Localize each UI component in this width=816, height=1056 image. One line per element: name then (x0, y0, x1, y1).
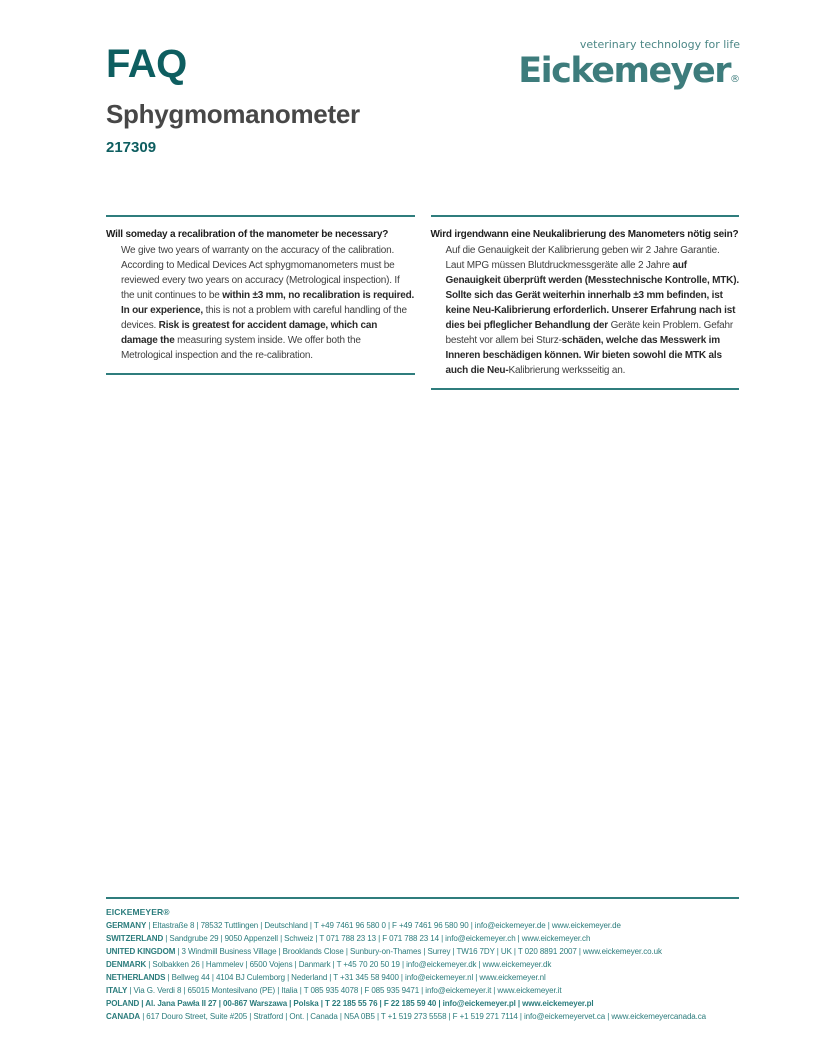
footer-row-switzerland (106, 932, 739, 945)
faq-columns (106, 215, 739, 390)
doc-type-title: FAQ (106, 42, 187, 86)
text-run-bold: Risk is greatest for accident damage, which can damage the (121, 320, 378, 346)
country-details: | 3 Windmill Business Village | Brooklands Close | Sunbury-on-Thames | Surrey | TW16 7DY | UK | T 020 8891 2007 | www.eickemeyer.co.uk (175, 947, 662, 956)
text-run: Auf die Genauigkeit der Kalibrierung geben wir 2 Jahre Garantie. Laut MPG müssen Blutdruckmessgeräte alle 2 Jahre (445, 245, 720, 271)
text-run-bold: within ±3 mm, no recalibration is required. In our experience, (121, 290, 415, 316)
contact-footer (106, 897, 739, 1023)
country-details: | Via G. Verdi 8 | 65015 Montesilvano (PE) | Italia | T 085 935 4078 | F 085 935 9471 | info@eickemeyer.it | www.eickemeyer.it (127, 986, 562, 995)
footer-row-germany (106, 919, 739, 932)
logo-tagline: veterinary technology for life (579, 38, 740, 51)
text-run: measuring system inside. We offer both the Metrological inspection and the re-calibration. (121, 335, 361, 361)
footer-row-poland (106, 997, 739, 1010)
column-divider-rule (106, 373, 415, 375)
text-run: Kalibrierung werksseitig an. (508, 365, 626, 376)
country-details: | Eltastraße 8 | 78532 Tuttlingen | Deutschland | T +49 7461 96 580 0 | F +49 7461 96 580 90 | info@eickemeyer.de | www.eickemeyer.de (146, 921, 621, 930)
country-label: GERMANY (106, 921, 147, 930)
country-label: UNITED KINGDOM (106, 947, 176, 956)
text-run-bold: schäden, welche das Messwerk im Inneren beschädigen können. Wir bieten sowohl die MTK als auch die Neu- (445, 335, 722, 376)
registered-mark-icon: ® (730, 74, 740, 85)
faq-question-de: Wird irgendwann eine Neukalibrierung des Manometers nötig sein? (430, 229, 739, 240)
brand-logo (518, 38, 740, 91)
footer-row-netherlands (106, 971, 739, 984)
footer-row-united-kingdom (106, 945, 739, 958)
product-title: Sphygmomanometer (106, 99, 360, 129)
title-block (106, 42, 360, 156)
logo-brand-text: Eickemeyer (518, 51, 730, 91)
column-german (431, 215, 740, 390)
country-details: | Sandgrube 29 | 9050 Appenzell | Schweiz | T 071 788 23 13 | F 071 788 23 14 | info@eickemeyer.ch | www.eickemeyer.ch (163, 934, 591, 943)
country-label: NETHERLANDS (106, 973, 166, 982)
text-run: We give two years of warranty on the accuracy of the calibration. According to Medical Devices Act sphygmomanometers must be reviewed every two years on accuracy (Metrological inspection). If the unit continues to be (121, 245, 400, 301)
country-label: ITALY (106, 986, 128, 995)
country-details: | Solbakken 26 | Hammelev | 6500 Vojens | Danmark | T +45 70 20 50 19 | info@eickemeyer.dk | www.eickemeyer.dk (146, 960, 552, 969)
country-label: POLAND (106, 999, 140, 1008)
logo-wordmark (518, 51, 740, 91)
faq-answer-de (431, 243, 740, 378)
text-run: this is not a problem with careful handling of the devices. (121, 305, 407, 331)
column-english (106, 215, 415, 390)
country-label: SWITZERLAND (106, 934, 164, 943)
faq-answer-en (106, 243, 415, 363)
footer-brand: EICKEMEYER® (106, 907, 170, 917)
country-details: | Al. Jana Pawła II 27 | 00-867 Warszawa | Polska | T 22 185 55 76 | F 22 185 59 40 | info@eickemeyer.pl | www.eickemeyer.pl (139, 999, 594, 1008)
footer-row-italy (106, 984, 739, 997)
text-run: Geräte kein Problem. Gefahr besteht vor allem bei Sturz- (445, 320, 733, 346)
footer-row-denmark (106, 958, 739, 971)
country-details: | 617 Douro Street, Suite #205 | Stratford | Ont. | Canada | N5A 0B5 | T +1 519 273 5558 | F +1 519 271 7114 | info@eickemeyervet.ca | www.eickemeyercanada.ca (140, 1012, 707, 1021)
product-number: 217309 (106, 139, 157, 156)
country-label: CANADA (106, 1012, 141, 1021)
column-divider-rule (431, 388, 740, 390)
country-details: | Bellweg 44 | 4104 BJ Culemborg | Nederland | T +31 345 58 9400 | info@eickemeyer.nl | www.eickemeyer.nl (165, 973, 546, 982)
footer-row-canada (106, 1010, 739, 1023)
country-label: DENMARK (106, 960, 147, 969)
text-run-bold: auf Genauigkeit überprüft werden (Messtechnische Kontrolle, MTK). Sollte sich das Gerät weiterhin innerhalb ±3 mm befinden, ist keine Neu-Kalibrierung erforderlich. Unserer Erfahrung nach ist dies bei pfleglicher Behandlung der (445, 260, 739, 331)
faq-question-en: Will someday a recalibration of the manometer be necessary? (106, 229, 389, 240)
page-header (0, 0, 816, 156)
